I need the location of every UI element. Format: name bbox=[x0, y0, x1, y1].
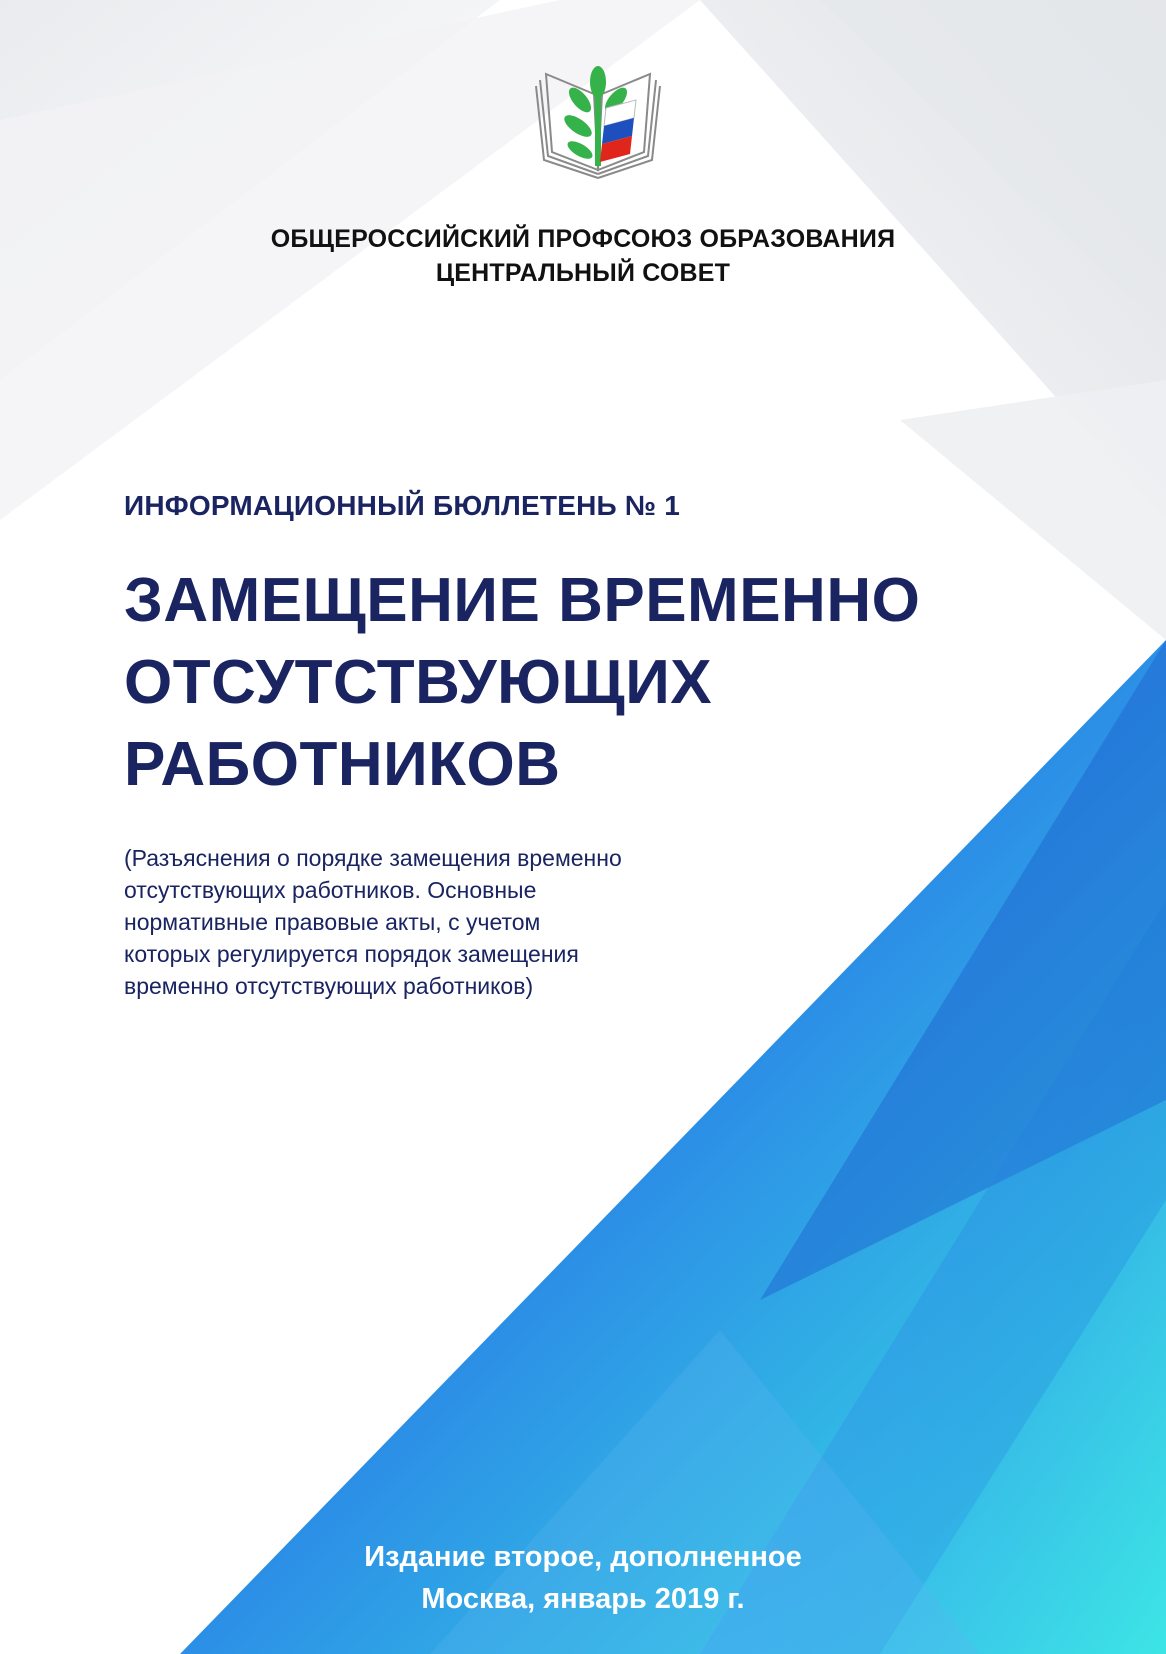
trade-union-book-logo bbox=[532, 60, 664, 184]
document-subtitle bbox=[124, 842, 764, 1002]
edition-info bbox=[0, 1536, 1166, 1620]
title-line-3: РАБОТНИКОВ bbox=[124, 730, 561, 799]
subtitle-line-4: которых регулируется порядок замещения bbox=[124, 941, 579, 967]
title-line-1: ЗАМЕЩЕНИЕ ВРЕМЕННО bbox=[124, 566, 921, 635]
subtitle-line-3: нормативные правовые акты, с учетом bbox=[124, 909, 541, 935]
document-title bbox=[124, 560, 1084, 806]
edition-line-2: Москва, январь 2019 г. bbox=[421, 1583, 745, 1615]
edition-line-1: Издание второе, дополненное bbox=[364, 1541, 802, 1573]
organization-name bbox=[0, 222, 1166, 290]
title-line-2: ОТСУТСТВУЮЩИХ bbox=[124, 648, 713, 717]
subtitle-line-5: временно отсутствующих работников) bbox=[124, 973, 534, 999]
subtitle-line-1: (Разъяснения о порядке замещения временно bbox=[124, 845, 622, 871]
organization-line-2: ЦЕНТРАЛЬНЫЙ СОВЕТ bbox=[435, 259, 731, 287]
organization-line-1: ОБЩЕРОССИЙСКИЙ ПРОФСОЮЗ ОБРАЗОВАНИЯ bbox=[270, 225, 896, 253]
bulletin-label: ИНФОРМАЦИОННЫЙ БЮЛЛЕТЕНЬ № 1 bbox=[124, 490, 680, 521]
subtitle-line-2: отсутствующих работников. Основные bbox=[124, 877, 537, 903]
